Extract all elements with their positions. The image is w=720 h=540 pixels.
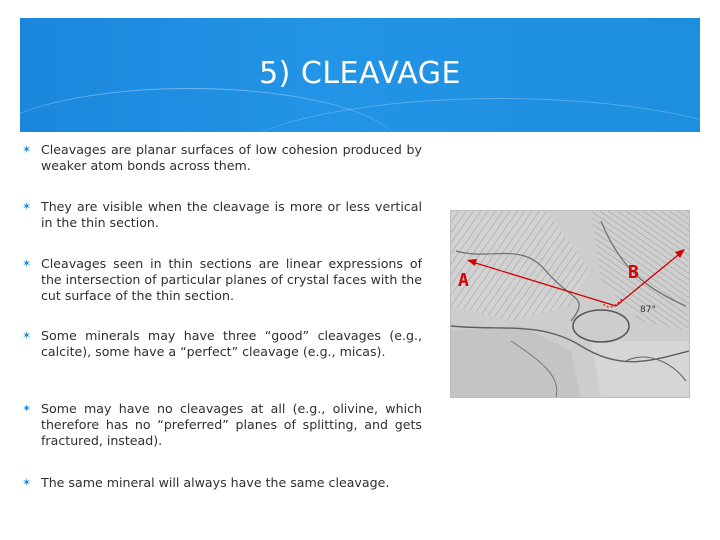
star-bullet-icon: ✶ xyxy=(22,143,32,156)
star-bullet-icon: ✶ xyxy=(22,200,32,213)
slide-title: 5) CLEAVAGE xyxy=(259,56,461,91)
micrograph-drawing xyxy=(451,211,689,397)
star-bullet-icon: ✶ xyxy=(22,476,32,489)
figure-angle-label: 87° xyxy=(640,305,656,315)
star-bullet-icon: ✶ xyxy=(22,257,32,270)
figure-label-a: A xyxy=(458,270,469,291)
bullet-item: ✶ Cleavages seen in thin sections are linear expressions of the intersection of particular planes of crystal faces with the cut surface of the thin section. xyxy=(22,256,422,303)
thin-section-micrograph xyxy=(450,210,690,398)
bullet-item: ✶ Some may have no cleavages at all (e.g., olivine, which therefore has no “preferred” planes of splitting, and gets fractured, instead). xyxy=(22,401,422,448)
bullet-item: ✶ The same mineral will always have the same cleavage. xyxy=(22,475,390,490)
bullet-item: ✶ Cleavages are planar surfaces of low cohesion produced by weaker atom bonds across them. xyxy=(22,142,422,173)
figure-label-b: B xyxy=(628,262,639,283)
star-bullet-icon: ✶ xyxy=(22,402,32,415)
star-bullet-icon: ✶ xyxy=(22,329,32,342)
bullet-item: ✶ Some minerals may have three “good” cleavages (e.g., calcite), some have a “perfect” cleavage (e.g., micas). xyxy=(22,328,422,359)
bullet-item: ✶ They are visible when the cleavage is more or less vertical in the thin section. xyxy=(22,199,422,230)
